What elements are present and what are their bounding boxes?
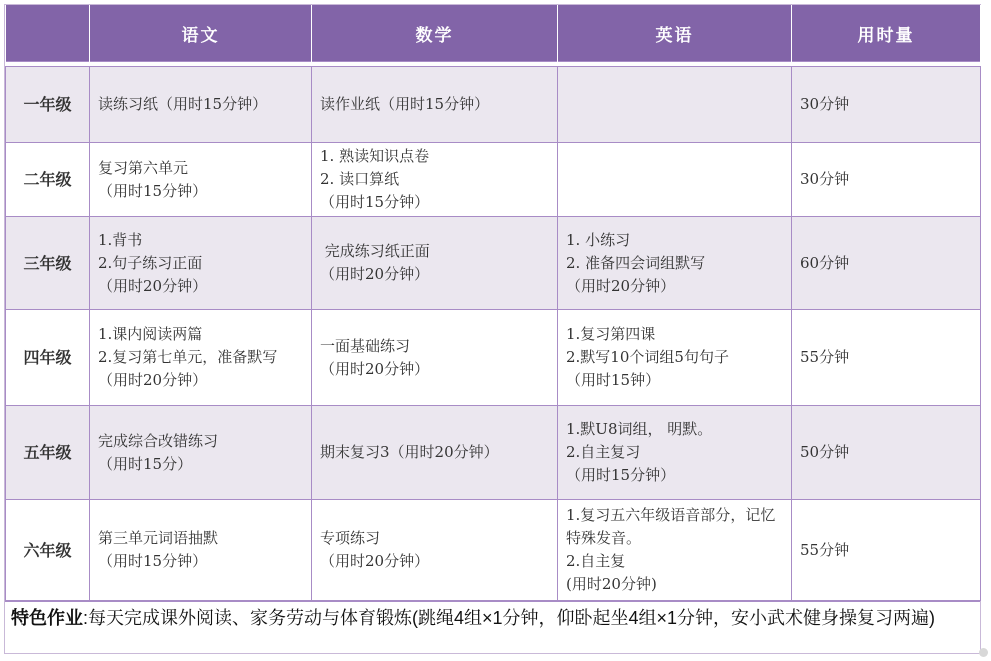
english-line: 2.自主复习	[566, 443, 641, 461]
special-homework-note	[5, 601, 980, 632]
chinese-line: （用时20分钟）	[98, 276, 208, 295]
homework-table-sheet	[4, 4, 981, 654]
special-homework-label: 特色作业	[11, 608, 83, 628]
time-cell: 30分钟	[792, 143, 981, 217]
table-row	[6, 406, 981, 500]
english-line: 1. 小练习	[566, 230, 631, 249]
chinese-line: （用时15分钟）	[98, 552, 208, 570]
english-cell	[558, 310, 792, 406]
header-chinese: 语文	[90, 5, 312, 62]
chinese-line: 第三单元词语抽默	[98, 529, 219, 547]
resize-handle[interactable]	[979, 648, 988, 657]
english-cell	[558, 143, 792, 217]
table-row	[6, 67, 981, 143]
grade-cell: 一年级	[6, 67, 90, 143]
english-cell	[558, 406, 792, 500]
chinese-cell	[90, 310, 312, 406]
math-line: 1. 熟读知识点卷	[320, 147, 430, 165]
english-line: 2.自主复	[566, 552, 626, 570]
chinese-line: （用时15分钟）	[98, 181, 208, 200]
english-cell	[558, 500, 792, 601]
grade-cell: 六年级	[6, 500, 90, 601]
english-line: 1.复习五六年级语音部分，记忆特殊发音。	[566, 506, 776, 547]
chinese-line: 复习第六单元	[98, 158, 189, 177]
chinese-line: 2.句子练习正面	[98, 253, 203, 272]
math-line: 一面基础练习	[320, 336, 411, 355]
table-row	[6, 143, 981, 217]
time-cell: 55分钟	[792, 500, 981, 601]
special-homework-text: :每天完成课外阅读、家务劳动与体育锻炼(跳绳4组×1分钟，仰卧起坐4组×1分钟，安小武术健身操复习两遍)	[83, 608, 936, 628]
header-time: 用时量	[792, 5, 981, 62]
math-cell	[312, 406, 558, 500]
english-line: （用时15分钟）	[566, 466, 676, 484]
chinese-cell	[90, 500, 312, 601]
math-cell	[312, 67, 558, 143]
english-line: 2.默写10个词组5句句子	[566, 348, 729, 366]
chinese-cell	[90, 406, 312, 500]
math-cell	[312, 310, 558, 406]
grade-cell: 四年级	[6, 310, 90, 406]
table-row	[6, 310, 981, 406]
header-math: 数学	[312, 5, 558, 62]
math-line: （用时15分钟）	[320, 193, 430, 211]
english-line: （用时20分钟）	[566, 276, 676, 295]
chinese-cell	[90, 67, 312, 143]
math-cell	[312, 500, 558, 601]
english-cell	[558, 67, 792, 143]
math-line: 专项练习	[320, 529, 381, 547]
time-cell: 30分钟	[792, 67, 981, 143]
english-line: （用时15钟）	[566, 371, 661, 389]
chinese-line: 2.复习第七单元，准备默写	[98, 348, 278, 366]
math-cell	[312, 217, 558, 310]
chinese-line: （用时15分）	[98, 454, 193, 473]
english-line: 1.复习第四课	[566, 325, 656, 343]
english-line: 1.默U8词组， 明默。	[566, 420, 713, 438]
chinese-line: 读练习纸（用时15分钟）	[98, 95, 268, 113]
math-line: （用时20分钟）	[320, 552, 430, 570]
english-cell	[558, 217, 792, 310]
math-line: 2. 读口算纸	[320, 170, 400, 188]
grade-cell: 三年级	[6, 217, 90, 310]
chinese-line: 完成综合改错练习	[98, 431, 219, 450]
table-row	[6, 500, 981, 601]
chinese-line: 1.课内阅读两篇	[98, 325, 203, 343]
chinese-cell	[90, 217, 312, 310]
math-line: （用时20分钟）	[320, 359, 430, 378]
chinese-line: 1.背书	[98, 230, 143, 249]
header-english: 英语	[558, 5, 792, 62]
time-cell: 60分钟	[792, 217, 981, 310]
english-line: (用时20分钟)	[566, 575, 657, 593]
header-grade	[6, 5, 90, 62]
time-cell: 50分钟	[792, 406, 981, 500]
math-cell	[312, 143, 558, 217]
math-line: 完成练习纸正面	[320, 242, 430, 260]
chinese-cell	[90, 143, 312, 217]
time-cell: 55分钟	[792, 310, 981, 406]
table-row	[6, 217, 981, 310]
math-line: （用时20分钟）	[320, 265, 430, 283]
math-line: 期末复习3（用时20分钟）	[320, 443, 499, 461]
chinese-line: （用时20分钟）	[98, 371, 208, 389]
grade-cell: 五年级	[6, 406, 90, 500]
header-row	[6, 5, 981, 62]
homework-table	[5, 5, 981, 601]
math-line: 读作业纸（用时15分钟）	[320, 95, 490, 113]
english-line: 2. 准备四会词组默写	[566, 253, 706, 272]
grade-cell: 二年级	[6, 143, 90, 217]
